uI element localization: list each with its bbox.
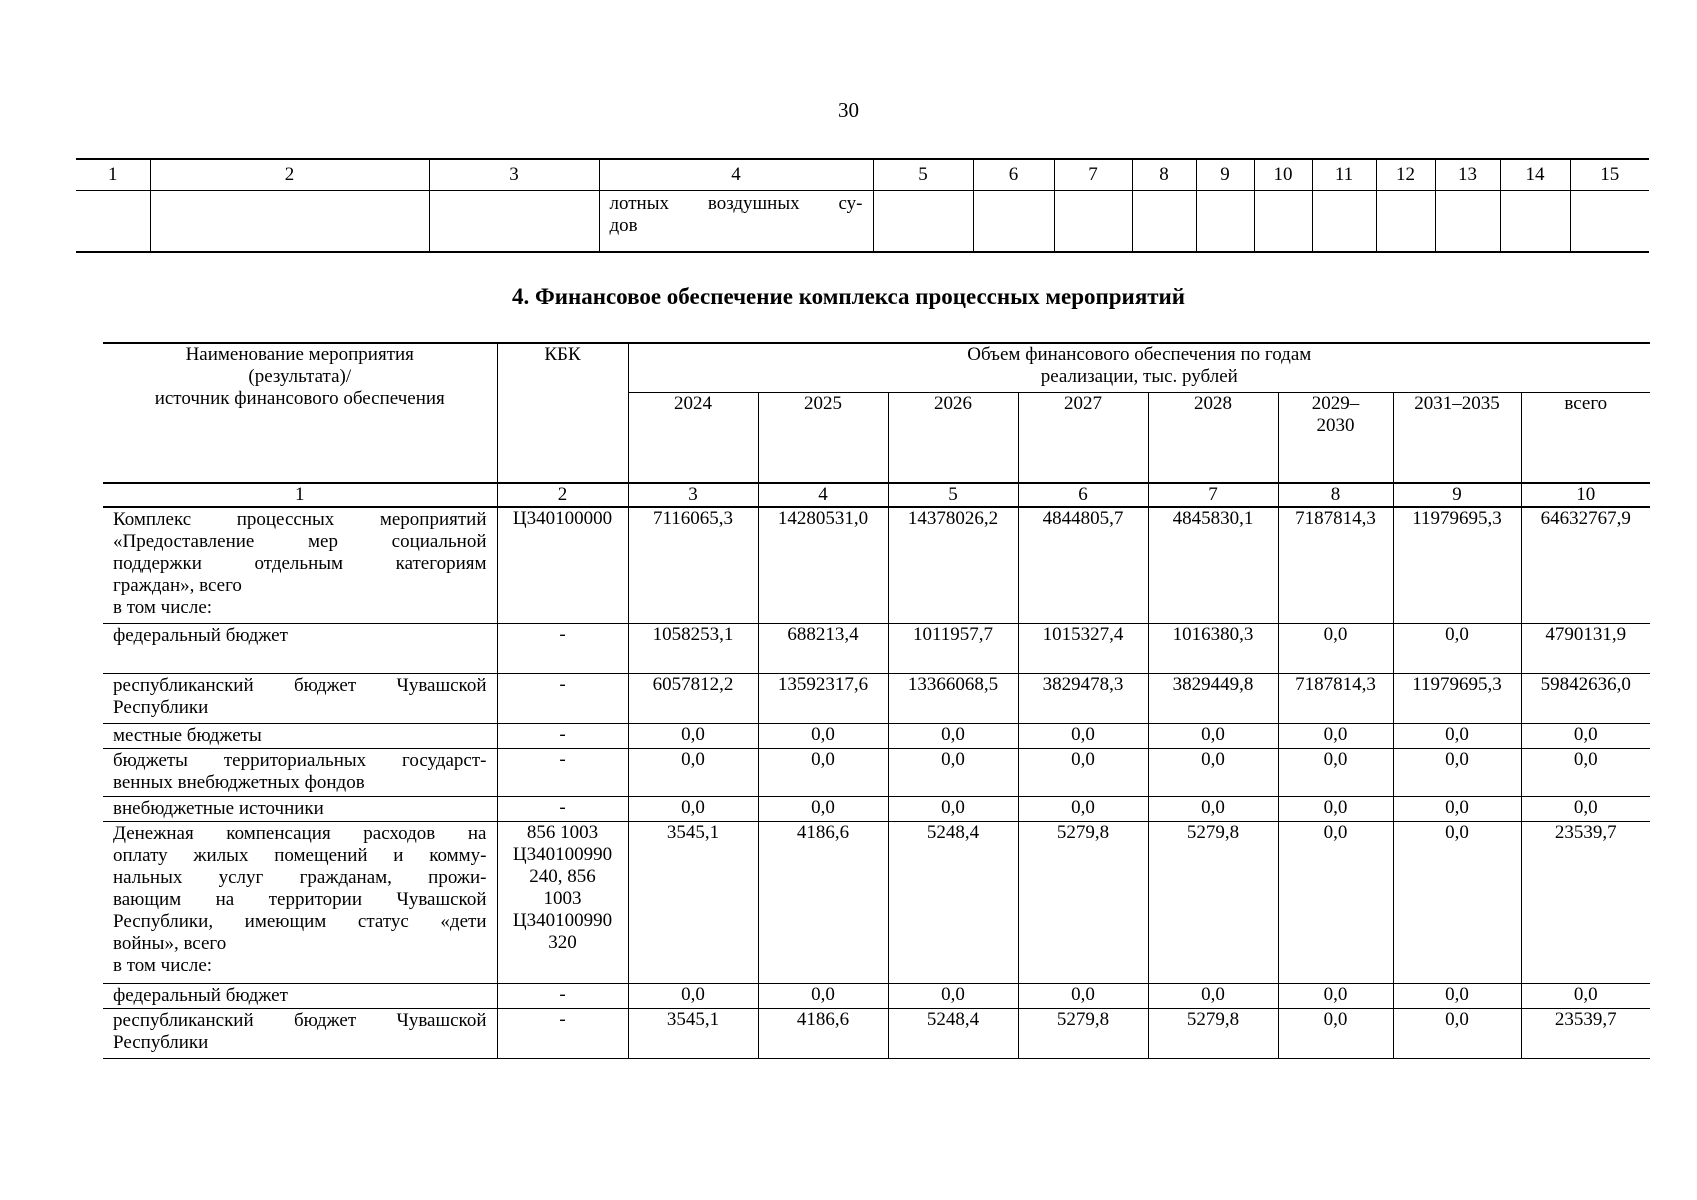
column-index: 10	[1521, 483, 1650, 507]
kbk-line: 856 1003	[526, 822, 599, 843]
value-cell: 0,0	[1278, 1009, 1393, 1059]
value-cell: 7116065,3	[628, 507, 758, 624]
kbk-line: Ц340100990	[512, 910, 613, 931]
column-number: 15	[1570, 159, 1649, 191]
row-name	[103, 624, 497, 674]
kbk-line: -	[559, 984, 566, 1005]
value-cell: 0,0	[1521, 797, 1650, 822]
value-cell: 5248,4	[888, 822, 1018, 984]
value-cell: 5248,4	[888, 1009, 1018, 1059]
value-cell: 0,0	[1278, 822, 1393, 984]
kbk-line: -	[559, 1009, 566, 1030]
table-cell	[1435, 191, 1500, 253]
value-cell: 14280531,0	[758, 507, 888, 624]
value-cell: 0,0	[1148, 724, 1278, 749]
value-cell: 0,0	[758, 724, 888, 749]
value-cell: 0,0	[1278, 624, 1393, 674]
value-cell: 0,0	[1018, 749, 1148, 797]
text-line: лотных воздушных су-	[609, 193, 863, 214]
column-number: 14	[1500, 159, 1570, 191]
column-number: 1	[76, 159, 150, 191]
row-kbk	[497, 984, 628, 1009]
row-name-line: местные бюджеты	[113, 725, 262, 746]
value-cell: 0,0	[1521, 749, 1650, 797]
row-name	[103, 507, 497, 624]
table-cell	[150, 191, 429, 253]
value-cell: 5279,8	[1148, 1009, 1278, 1059]
value-cell: 4186,6	[758, 1009, 888, 1059]
table-cell	[429, 191, 599, 253]
column-number: 2	[150, 159, 429, 191]
row-name-line: нальных услуг гражданам, прожи-	[113, 867, 487, 888]
row-name-line: венных внебюджетных фондов	[113, 772, 365, 793]
kbk-line: -	[559, 797, 566, 818]
header-name	[103, 343, 497, 483]
header-year-range	[1278, 393, 1393, 483]
table-cell	[873, 191, 973, 253]
table-cell	[1254, 191, 1312, 253]
value-cell: 688213,4	[758, 624, 888, 674]
column-index: 3	[628, 483, 758, 507]
header-year: 2024	[628, 393, 758, 483]
column-index: 8	[1278, 483, 1393, 507]
page-number: 30	[838, 98, 859, 122]
row-name	[103, 1009, 497, 1059]
value-cell: 0,0	[1018, 724, 1148, 749]
value-cell: 0,0	[1278, 749, 1393, 797]
header-kbk: КБК	[497, 343, 628, 483]
column-number: 5	[873, 159, 973, 191]
value-cell: 1011957,7	[888, 624, 1018, 674]
value-cell: 3545,1	[628, 1009, 758, 1059]
table-cell	[1376, 191, 1435, 253]
value-cell: 6057812,2	[628, 674, 758, 724]
table-cell	[1196, 191, 1254, 253]
kbk-line: -	[559, 749, 566, 770]
continuation-table	[76, 158, 1649, 253]
column-index: 6	[1018, 483, 1148, 507]
row-name-line: республиканский бюджет Чувашской	[113, 1010, 487, 1031]
column-number: 12	[1376, 159, 1435, 191]
row-name-line: войны», всего	[113, 933, 227, 954]
header-row-top	[103, 343, 1650, 393]
row-name	[103, 797, 497, 822]
column-index: 1	[103, 483, 497, 507]
header-volume-line: реализации, тыс. рублей	[1040, 366, 1238, 387]
row-kbk	[497, 674, 628, 724]
row-kbk	[497, 749, 628, 797]
value-cell: 0,0	[1148, 984, 1278, 1009]
value-cell: 0,0	[628, 724, 758, 749]
value-cell: 0,0	[758, 749, 888, 797]
value-cell: 11979695,3	[1393, 674, 1521, 724]
row-kbk	[497, 797, 628, 822]
column-index: 9	[1393, 483, 1521, 507]
row-name-line: «Предоставление мер социальной	[113, 531, 487, 552]
value-cell: 3829478,3	[1018, 674, 1148, 724]
table-cell	[1312, 191, 1376, 253]
continuation-row	[76, 191, 1649, 253]
header-year: 2025	[758, 393, 888, 483]
column-index-row	[103, 483, 1650, 507]
value-cell: 5279,8	[1148, 822, 1278, 984]
header-year: 2028	[1148, 393, 1278, 483]
value-cell: 0,0	[1148, 797, 1278, 822]
kbk-line: -	[559, 624, 566, 645]
value-cell: 0,0	[628, 984, 758, 1009]
value-cell: 13366068,5	[888, 674, 1018, 724]
row-name-line: бюджеты территориальных государст-	[113, 750, 487, 771]
value-cell: 1015327,4	[1018, 624, 1148, 674]
column-number: 13	[1435, 159, 1500, 191]
table-row	[103, 1009, 1650, 1059]
table-cell	[1570, 191, 1649, 253]
table-row	[103, 749, 1650, 797]
value-cell: 0,0	[1393, 1009, 1521, 1059]
row-name-line: федеральный бюджет	[113, 985, 288, 1006]
column-number: 4	[599, 159, 873, 191]
financing-table-body	[103, 507, 1650, 1059]
column-index: 5	[888, 483, 1018, 507]
row-kbk	[497, 724, 628, 749]
value-cell: 0,0	[888, 797, 1018, 822]
column-number: 7	[1054, 159, 1132, 191]
header-year-line: 2029–	[1311, 393, 1360, 415]
value-cell: 0,0	[1521, 724, 1650, 749]
row-name-line: Денежная компенсация расходов на	[113, 823, 487, 844]
value-cell: 23539,7	[1521, 1009, 1650, 1059]
value-cell: 59842636,0	[1521, 674, 1650, 724]
value-cell: 64632767,9	[1521, 507, 1650, 624]
value-cell: 0,0	[1393, 984, 1521, 1009]
row-name	[103, 984, 497, 1009]
row-name	[103, 724, 497, 749]
value-cell: 0,0	[1278, 797, 1393, 822]
header-name-line: источник финансового обеспечения	[154, 388, 445, 409]
value-cell: 0,0	[628, 797, 758, 822]
row-name-line: Комплекс процессных мероприятий	[113, 509, 487, 530]
value-cell: 3545,1	[628, 822, 758, 984]
row-name-line: Республики, имеющим статус «дети	[113, 911, 487, 932]
value-cell: 0,0	[628, 749, 758, 797]
value-cell: 0,0	[1018, 797, 1148, 822]
header-year-range: 2031–2035	[1393, 393, 1521, 483]
column-number: 11	[1312, 159, 1376, 191]
kbk-line: 320	[548, 932, 577, 953]
row-name-line: Республики	[113, 697, 209, 718]
value-cell: 7187814,3	[1278, 674, 1393, 724]
value-cell: 4790131,9	[1521, 624, 1650, 674]
row-name-line: федеральный бюджет	[113, 625, 288, 646]
header-name-line: (результата)/	[248, 366, 352, 387]
column-number: 9	[1196, 159, 1254, 191]
row-name-line: вающим на территории Чувашской	[113, 889, 487, 910]
row-name-line: поддержки отдельным категориям	[113, 553, 487, 574]
text-line: дов	[609, 215, 638, 236]
column-number: 10	[1254, 159, 1312, 191]
header-volume-line: Объем финансового обеспечения по годам	[967, 344, 1312, 365]
value-cell: 0,0	[1278, 724, 1393, 749]
header-name-line: Наименование мероприятия	[185, 344, 414, 365]
continued-text-cell	[599, 191, 873, 253]
value-cell: 0,0	[1393, 724, 1521, 749]
column-index: 7	[1148, 483, 1278, 507]
table-row	[103, 822, 1650, 984]
value-cell: 0,0	[1393, 822, 1521, 984]
row-kbk	[497, 507, 628, 624]
table-cell	[1500, 191, 1570, 253]
row-name	[103, 822, 497, 984]
table-cell	[973, 191, 1054, 253]
value-cell: 0,0	[1148, 749, 1278, 797]
value-cell: 0,0	[1393, 749, 1521, 797]
table-row	[103, 724, 1650, 749]
section-title: 4. Финансовое обеспечение комплекса процессных мероприятий	[511, 284, 1186, 309]
value-cell: 23539,7	[1521, 822, 1650, 984]
row-name-line: граждан», всего	[113, 575, 242, 596]
header-total: всего	[1521, 393, 1650, 483]
table-row	[103, 984, 1650, 1009]
value-cell: 4186,6	[758, 822, 888, 984]
header-year: 2027	[1018, 393, 1148, 483]
value-cell: 1058253,1	[628, 624, 758, 674]
header-volume	[628, 343, 1650, 393]
table-row	[103, 507, 1650, 624]
row-name-line: в том числе:	[113, 955, 213, 976]
value-cell: 0,0	[758, 984, 888, 1009]
value-cell: 0,0	[1278, 984, 1393, 1009]
kbk-line: -	[559, 724, 566, 745]
value-cell: 0,0	[1393, 624, 1521, 674]
table-row	[103, 624, 1650, 674]
value-cell: 5279,8	[1018, 822, 1148, 984]
value-cell: 14378026,2	[888, 507, 1018, 624]
row-name	[103, 749, 497, 797]
value-cell: 0,0	[888, 984, 1018, 1009]
value-cell: 4845830,1	[1148, 507, 1278, 624]
continuation-header-row	[76, 159, 1649, 191]
value-cell: 0,0	[888, 724, 1018, 749]
column-index: 4	[758, 483, 888, 507]
row-name-line: в том числе:	[113, 597, 213, 618]
row-name-line: внебюджетные источники	[113, 798, 324, 819]
row-kbk	[497, 822, 628, 984]
financing-table	[103, 342, 1650, 1059]
value-cell: 3829449,8	[1148, 674, 1278, 724]
column-number: 3	[429, 159, 599, 191]
row-name	[103, 674, 497, 724]
kbk-line: Ц340100000	[512, 508, 613, 529]
row-name-line: Республики	[113, 1032, 209, 1053]
header-year-line: 2030	[1316, 415, 1355, 437]
row-name-line: оплату жилых помещений и комму-	[113, 845, 487, 866]
value-cell: 0,0	[758, 797, 888, 822]
table-row	[103, 674, 1650, 724]
value-cell: 0,0	[1393, 797, 1521, 822]
kbk-line: -	[559, 674, 566, 695]
table-cell	[76, 191, 150, 253]
header-year: 2026	[888, 393, 1018, 483]
column-index: 2	[497, 483, 628, 507]
value-cell: 1016380,3	[1148, 624, 1278, 674]
table-cell	[1132, 191, 1196, 253]
column-number: 8	[1132, 159, 1196, 191]
kbk-line: 240, 856	[529, 866, 596, 887]
value-cell: 0,0	[888, 749, 1018, 797]
value-cell: 5279,8	[1018, 1009, 1148, 1059]
value-cell: 0,0	[1521, 984, 1650, 1009]
column-number: 6	[973, 159, 1054, 191]
value-cell: 7187814,3	[1278, 507, 1393, 624]
row-name-line: республиканский бюджет Чувашской	[113, 675, 487, 696]
value-cell: 4844805,7	[1018, 507, 1148, 624]
kbk-line: Ц340100990	[512, 844, 613, 865]
table-row	[103, 797, 1650, 822]
kbk-line: 1003	[543, 888, 582, 909]
table-cell	[1054, 191, 1132, 253]
row-kbk	[497, 624, 628, 674]
row-kbk	[497, 1009, 628, 1059]
value-cell: 11979695,3	[1393, 507, 1521, 624]
value-cell: 0,0	[1018, 984, 1148, 1009]
value-cell: 13592317,6	[758, 674, 888, 724]
